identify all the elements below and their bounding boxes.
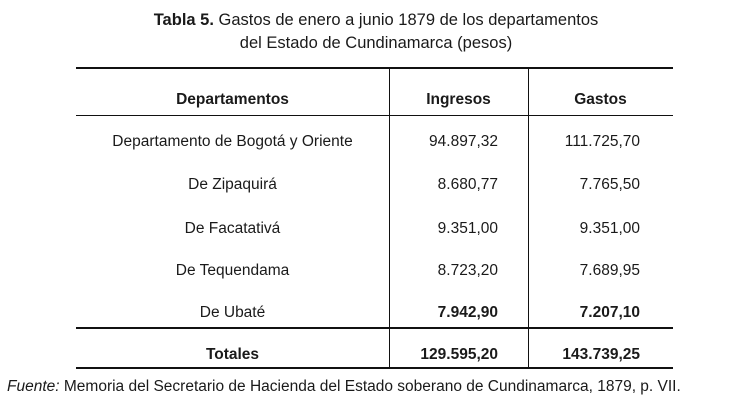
table-row-gastos: 7.689,95	[579, 262, 640, 279]
table-row-dept: De Zipaquirá	[188, 176, 277, 193]
caption-label: Tabla 5.	[153, 11, 214, 29]
totals-gastos: 143.739,25	[562, 346, 640, 363]
table-row-gastos: 9.351,00	[579, 220, 640, 237]
caption-title-part-2: del Estado de Cundinamarca (pesos)	[239, 34, 513, 52]
source-label: Fuente:	[7, 378, 60, 395]
header-departamentos: Departamentos	[176, 91, 289, 108]
header-ingresos: Ingresos	[426, 91, 491, 108]
header-divider	[76, 115, 673, 116]
caption-title-part-1: Gastos de enero a junio 1879 de los departamentos	[218, 11, 599, 29]
table-row-gastos: 111.725,70	[564, 133, 640, 150]
caption-line-1	[0, 9, 752, 32]
totals-divider	[76, 327, 673, 329]
table-row-ingresos: 8.680,77	[437, 176, 498, 193]
table-row-dept: De Ubaté	[199, 304, 266, 321]
expenses-table	[76, 67, 673, 369]
table-caption	[0, 9, 752, 55]
table-row-dept: De Tequendama	[175, 262, 290, 279]
table-row-ingresos: 8.723,20	[437, 262, 498, 279]
table-row-dept: De Facatativá	[184, 220, 281, 237]
source-note	[7, 377, 681, 397]
header-gastos: Gastos	[574, 91, 627, 108]
table-row-dept: Departamento de Bogotá y Oriente	[112, 133, 353, 150]
table-row-gastos: 7.765,50	[579, 176, 640, 193]
table-row-ingresos: 7.942,90	[437, 304, 498, 321]
source-text: Memoria del Secretario de Hacienda del Estado soberano de Cundinamarca, 1879, p. VII.	[63, 378, 681, 395]
totals-ingresos: 129.595,20	[420, 346, 498, 363]
table-row-gastos: 7.207,10	[579, 304, 640, 321]
table-row-ingresos: 94.897,32	[429, 133, 498, 150]
totals-label: Totales	[205, 346, 260, 363]
table-row-ingresos: 9.351,00	[437, 220, 498, 237]
